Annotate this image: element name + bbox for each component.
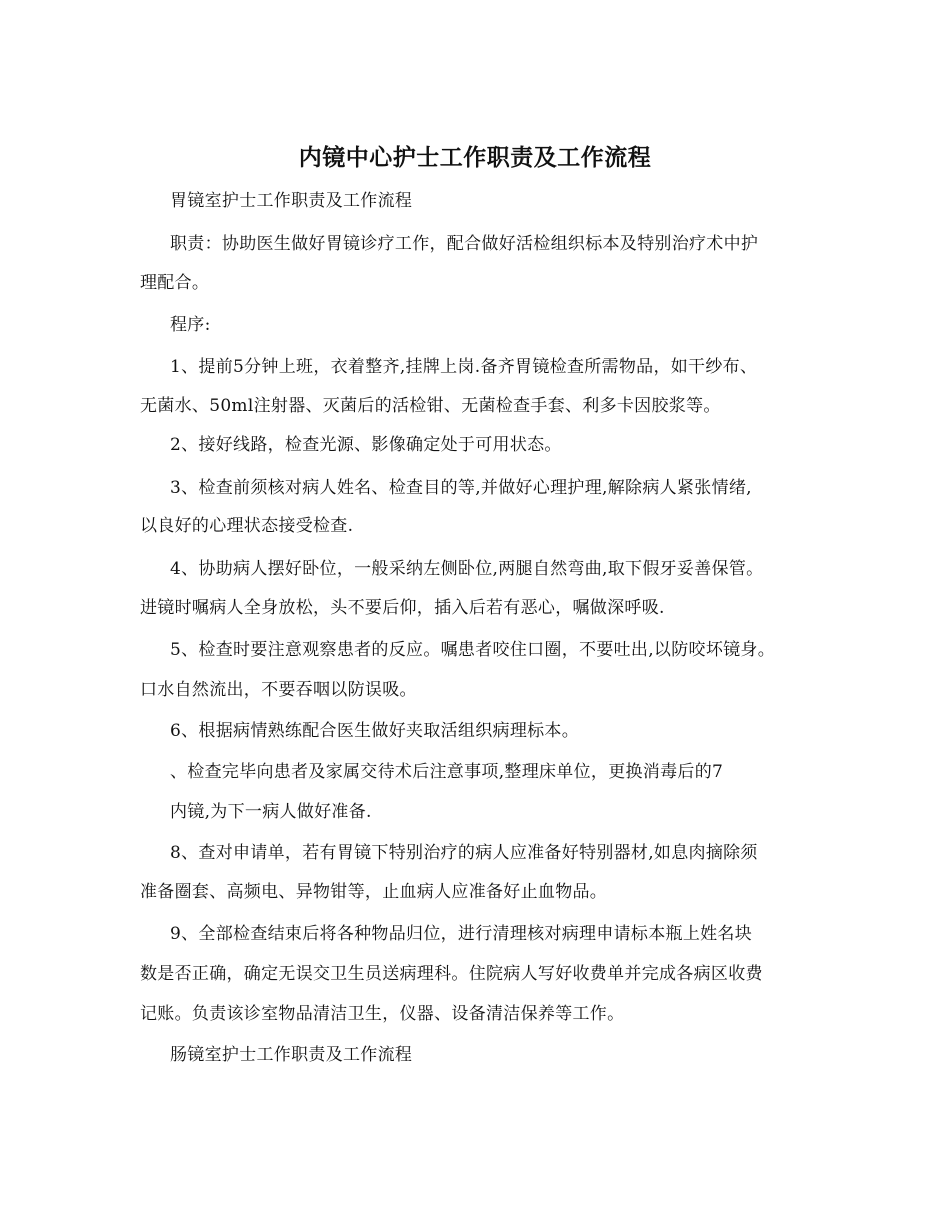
paragraph-line: 进镜时嘱病人全身放松，头不要后仰，插入后若有恶心，嘱做深呼吸. <box>140 598 665 618</box>
section-heading-colonoscopy: 肠镜室护士工作职责及工作流程 <box>170 1045 413 1065</box>
paragraph-line: 无菌水、50ml注射器、灭菌后的活检钳、无菌检查手套、利多卡因胶浆等。 <box>140 396 721 416</box>
paragraph-line: 以良好的心理状态接受检查. <box>140 516 354 536</box>
paragraph-line: 口水自然流出，不要吞咽以防误吸。 <box>140 680 417 700</box>
paragraph-line: 职责：协助医生做好胃镜诊疗工作，配合做好活检组织标本及特别治疗术中护 <box>170 234 759 254</box>
paragraph-line: 、检查完毕向患者及家属交待术后注意事项,整理床单位，更换消毒后的7 <box>170 762 724 782</box>
paragraph-line: 准备圈套、高频电、异物钳等，止血病人应准备好止血物品。 <box>140 882 608 902</box>
paragraph-line: 9、全部检查结束后将各种物品归位，进行清理核对病理申请标本瓶上姓名块 <box>170 924 753 944</box>
paragraph-line: 理配合。 <box>140 273 210 293</box>
paragraph-line: 2、接好线路，检查光源、影像确定处于可用状态。 <box>170 435 562 455</box>
procedure-heading: 程序: <box>170 315 211 335</box>
paragraph-line: 6、根据病情熟练配合医生做好夹取活组织病理标本。 <box>170 721 580 741</box>
paragraph-line: 内镜,为下一病人做好准备. <box>170 802 372 822</box>
paragraph-line: 3、检查前须核对病人姓名、检查目的等,并做好心理护理,解除病人紧张情绪, <box>170 478 752 498</box>
paragraph-line: 记账。负责该诊室物品清洁卫生，仪器、设备清洁保养等工作。 <box>140 1004 625 1024</box>
section-heading-gastroscopy: 胃镜室护士工作职责及工作流程 <box>170 191 413 211</box>
paragraph-line: 1、提前5分钟上班，衣着整齐,挂牌上岗.备齐胃镜检查所需物品，如干纱布、 <box>170 357 758 377</box>
paragraph-line: 数是否正确，确定无误交卫生员送病理科。住院病人写好收费单并完成各病区收费 <box>140 964 763 984</box>
paragraph-line: 4、协助病人摆好卧位，一般采纳左侧卧位,两腿自然弯曲,取下假牙妥善保管。 <box>170 559 764 579</box>
document-title: 内镜中心护士工作职责及工作流程 <box>298 144 652 171</box>
paragraph-line: 8、查对申请单，若有胃镜下特别治疗的病人应准备好特别器材,如息肉摘除须 <box>170 843 758 863</box>
paragraph-line: 5、检查时要注意观察患者的反应。嘱患者咬住口圈，不要吐出,以防咬坏镜身。 <box>170 640 776 660</box>
